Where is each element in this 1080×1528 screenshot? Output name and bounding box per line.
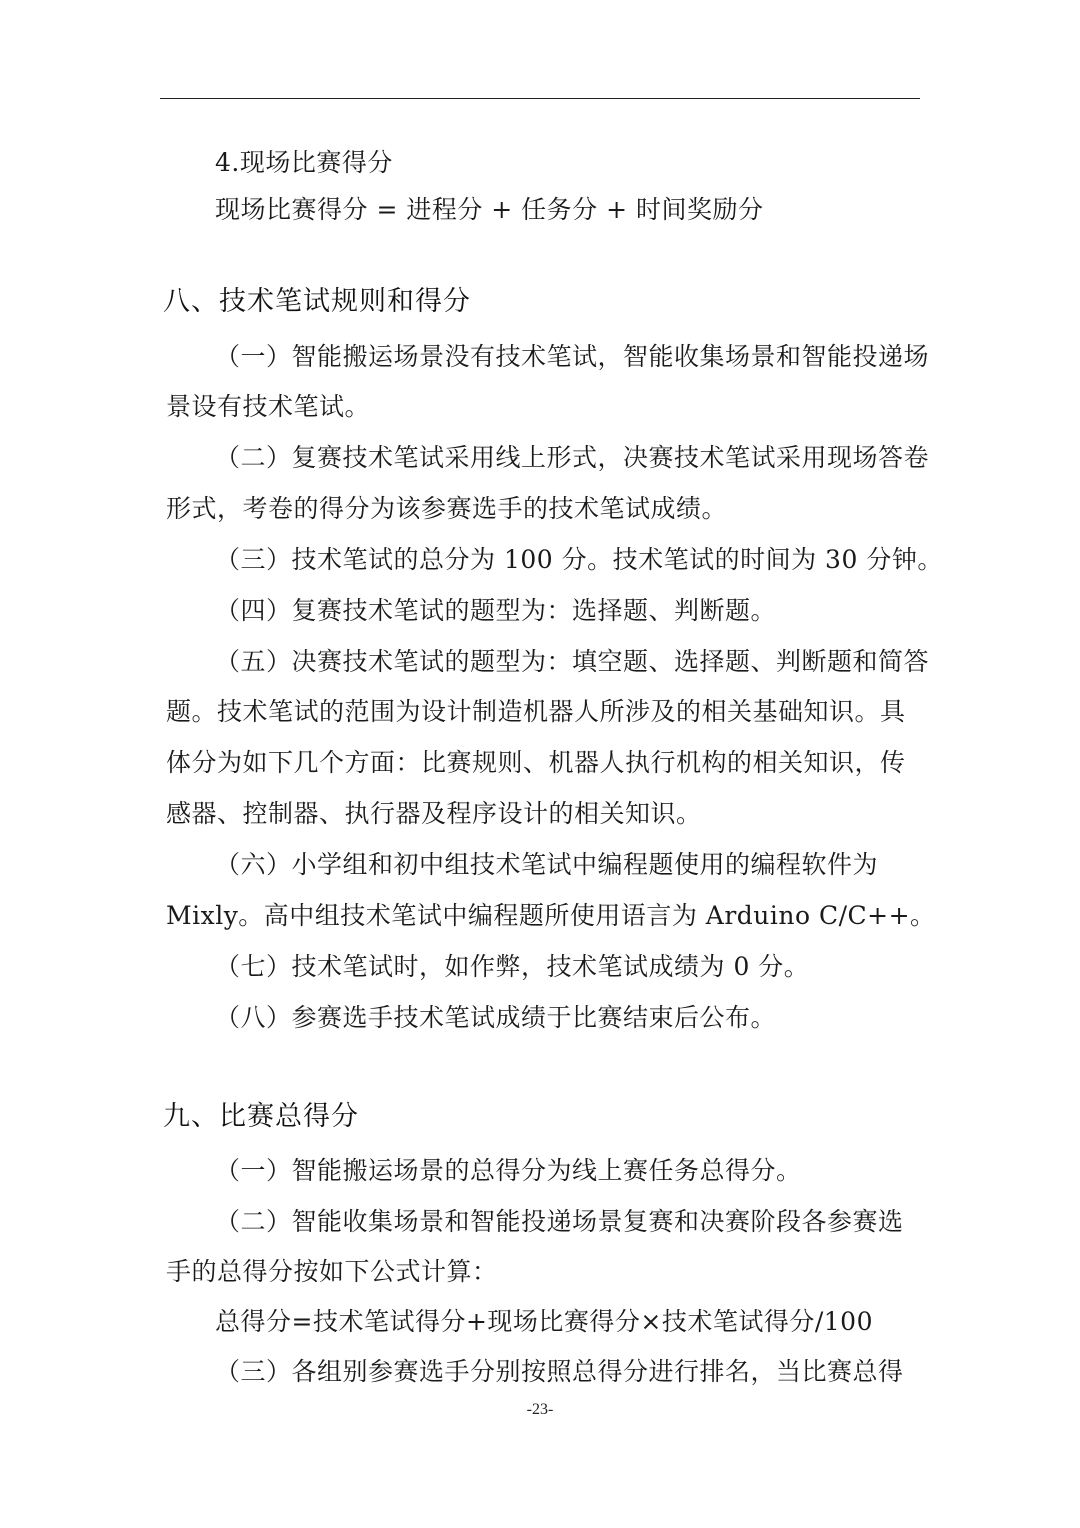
paragraph-line: 形式，考卷的得分为该参赛选手的技术笔试成绩。 [166, 494, 728, 523]
header-rule [160, 98, 920, 99]
total-score-formula: 总得分=技术笔试得分+现场比赛得分×技术笔试得分/100 [215, 1307, 873, 1336]
section-heading-9: 九、比赛总得分 [163, 1101, 359, 1132]
paragraph-line: （八）参赛选手技术笔试成绩于比赛结束后公布。 [215, 1003, 777, 1032]
paragraph-line: 感器、控制器、执行器及程序设计的相关知识。 [166, 799, 702, 828]
subsection-title: 4.现场比赛得分 [215, 148, 393, 177]
page-number: -23- [526, 1401, 554, 1418]
score-formula: 现场比赛得分 = 进程分 + 任务分 + 时间奖励分 [215, 195, 764, 224]
section-heading-8: 八、技术笔试规则和得分 [163, 286, 471, 317]
paragraph-line: （五）决赛技术笔试的题型为：填空题、选择题、判断题和简答 [215, 647, 930, 676]
paragraph-line: （六）小学组和初中组技术笔试中编程题使用的编程软件为 [215, 850, 879, 879]
paragraph-line: 体分为如下几个方面：比赛规则、机器人执行机构的相关知识，传 [166, 748, 906, 777]
paragraph-line: 景设有技术笔试。 [166, 392, 371, 421]
paragraph-line: （一）智能搬运场景没有技术笔试，智能收集场景和智能投递场 [215, 342, 930, 371]
paragraph-line: （三）各组别参赛选手分别按照总得分进行排名，当比赛总得 [215, 1357, 904, 1386]
paragraph-line: 题。技术笔试的范围为设计制造机器人所涉及的相关基础知识。具 [166, 697, 906, 726]
paragraph-line: （二）复赛技术笔试采用线上形式，决赛技术笔试采用现场答卷 [215, 443, 930, 472]
paragraph-line: （三）技术笔试的总分为 100 分。技术笔试的时间为 30 分钟。 [215, 545, 943, 574]
paragraph-line: （二）智能收集场景和智能投递场景复赛和决赛阶段各参赛选 [215, 1207, 904, 1236]
paragraph-line: （一）智能搬运场景的总得分为线上赛任务总得分。 [215, 1156, 802, 1185]
paragraph-line: （七）技术笔试时，如作弊，技术笔试成绩为 0 分。 [215, 952, 810, 981]
paragraph-line: 手的总得分按如下公式计算： [166, 1257, 498, 1286]
paragraph-line: （四）复赛技术笔试的题型为：选择题、判断题。 [215, 596, 777, 625]
paragraph-line: Mixly。高中组技术笔试中编程题所使用语言为 Arduino C/C++。 [166, 901, 936, 930]
